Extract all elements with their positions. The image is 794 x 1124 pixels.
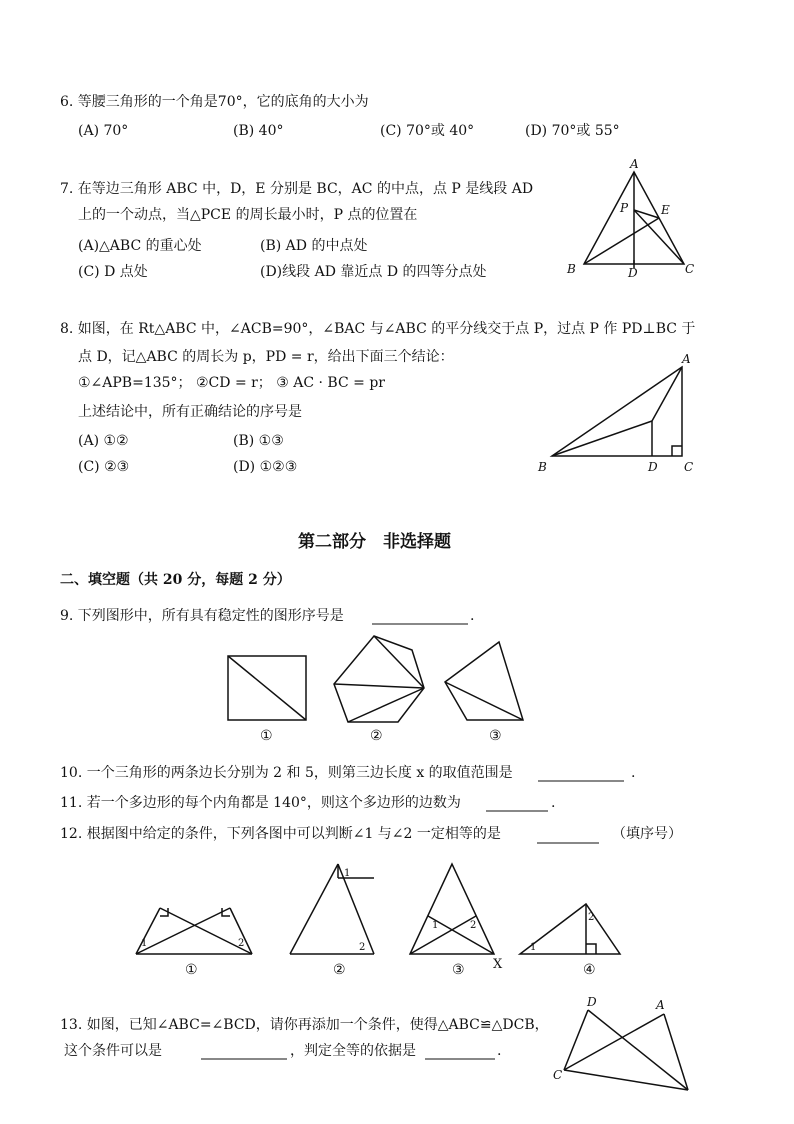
q13-stem-line2a: 这个条件可以是 <box>64 1043 162 1059</box>
q7-label-p: P <box>620 201 629 215</box>
q12-fig2-angle-1: 1 <box>344 868 351 879</box>
q6-option-d[interactable]: (D) 70°或 55° <box>525 123 620 139</box>
q9-figure-3 <box>441 640 533 724</box>
part2-title: 第二部分 非选择题 <box>298 532 451 552</box>
q9-figure-1 <box>226 654 310 724</box>
q9-label-1: ① <box>260 728 273 744</box>
q12-answer-blank[interactable] <box>537 841 603 845</box>
q13-basis-blank[interactable] <box>425 1057 499 1061</box>
q12-fig4-angle-1: 1 <box>530 942 537 953</box>
q7-label-e: E <box>661 203 670 217</box>
q13-label-d: D <box>587 995 597 1009</box>
q10-answer-blank[interactable] <box>538 779 628 783</box>
q7-label-d: D <box>628 266 638 280</box>
q12-fig2-angle-2: 2 <box>359 942 366 953</box>
q11-answer-blank[interactable] <box>486 809 552 813</box>
q12-stem: 12. 根据图中给定的条件，下列各图中可以判断∠1 与∠2 一定相等的是 <box>60 826 501 842</box>
q6-option-a[interactable]: (A) 70° <box>78 123 129 139</box>
q8-label-c: C <box>684 460 694 474</box>
q12-fig4-angle-2: 2 <box>588 912 595 923</box>
q7-label-a: A <box>630 157 639 171</box>
q8-label-d: D <box>648 460 658 474</box>
q10-stem: 10. 一个三角形的两条边长分别为 2 和 5，则第三边长度 x 的取值范围是 <box>60 765 513 781</box>
q9-label-2: ② <box>370 728 383 744</box>
q6-option-c[interactable]: (C) 70°或 40° <box>380 123 475 139</box>
q8-stem-line1: 8. 如图，在 Rt△ABC 中，∠ACB=90°，∠BAC 与∠ABC 的平分线交于点 P，过点 P 作 PD⊥BC 于 <box>60 321 696 337</box>
q8-stem-line3: ①∠APB=135°； ②CD = r； ③ AC · BC = pr <box>78 375 385 391</box>
q13-stem-line1: 13. 如图，已知∠ABC=∠BCD，请你再添加一个条件，使得△ABC≌△DCB， <box>60 1017 549 1033</box>
q9-figure-2 <box>330 634 426 726</box>
q8-option-b[interactable]: (B) ①③ <box>233 433 284 449</box>
q13-stem-line2b: ，判定全等的依据是 <box>290 1043 416 1059</box>
q7-option-c[interactable]: (C) D 点处 <box>78 264 148 280</box>
q8-option-c[interactable]: (C) ②③ <box>78 459 130 475</box>
q12-label-2: ② <box>333 962 346 978</box>
q12-label-1: ① <box>185 962 198 978</box>
q8-option-a[interactable]: (A) ①② <box>78 433 129 449</box>
q13-condition-blank[interactable] <box>201 1057 291 1061</box>
q7-figure <box>570 160 700 280</box>
q9-label-3: ③ <box>489 728 502 744</box>
q13-label-c: C <box>553 1068 563 1082</box>
q8-stem-line2: 点 D，记△ABC 的周长为 p，PD = r，给出下面三个结论： <box>78 349 454 365</box>
q8-option-d[interactable]: (D) ①②③ <box>233 459 298 475</box>
section2-title: 二、填空题（共 20 分，每题 2 分） <box>60 572 291 588</box>
q13-figure <box>560 1000 700 1100</box>
q7-option-d[interactable]: (D)线段 AD 靠近点 D 的四等分点处 <box>260 264 487 280</box>
q8-label-a: A <box>682 352 691 366</box>
q7-label-b: B <box>567 262 576 276</box>
q12-fig3-angle-1: 1 <box>432 920 439 931</box>
q12-label-3: ③ <box>452 962 465 978</box>
q12-figure-3 <box>402 860 502 960</box>
q7-option-a[interactable]: (A)△ABC 的重心处 <box>78 238 202 254</box>
q12-fig1-angle-2: 2 <box>238 938 245 949</box>
q6-stem: 6. 等腰三角形的一个角是70°，它的底角的大小为 <box>60 94 369 110</box>
q9-stem: 9. 下列图形中，所有具有稳定性的图形序号是 <box>60 608 344 624</box>
q12-figure-2 <box>286 860 386 960</box>
q9-answer-blank[interactable] <box>372 622 472 626</box>
q7-stem-line1: 7. 在等边三角形 ABC 中，D，E 分别是 BC，AC 的中点，点 P 是线段 AD <box>60 181 534 197</box>
q8-figure <box>540 355 700 465</box>
q12-fig1-angle-1: 1 <box>141 938 148 949</box>
q12-fig3-angle-2: 2 <box>470 920 477 931</box>
q7-label-c: C <box>685 262 695 276</box>
q12-label-4: ④ <box>583 962 596 978</box>
q7-option-b[interactable]: (B) AD 的中点处 <box>260 238 368 254</box>
q13-label-a: A <box>656 998 665 1012</box>
q12-figure-1 <box>130 898 260 960</box>
q11-stem: 11. 若一个多边形的每个内角都是 140°，则这个多边形的边数为 <box>60 795 461 811</box>
q8-label-b: B <box>538 460 547 474</box>
q8-stem-line4: 上述结论中，所有正确结论的序号是 <box>78 404 302 420</box>
q12-handwritten-mark: X <box>493 957 503 972</box>
q6-option-b[interactable]: (B) 40° <box>233 123 284 139</box>
q7-stem-line2: 上的一个动点，当△PCE 的周长最小时，P 点的位置在 <box>78 207 418 223</box>
q12-suffix: （填序号） <box>612 826 682 842</box>
